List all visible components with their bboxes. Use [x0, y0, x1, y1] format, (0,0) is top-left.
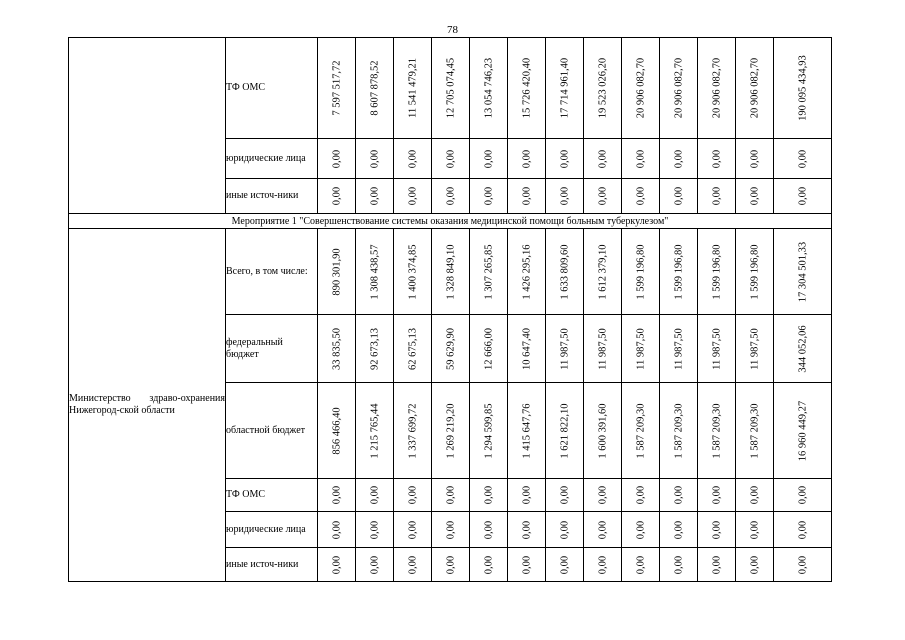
year-value-cell — [432, 179, 470, 214]
year-value-cell — [622, 38, 660, 139]
funding-source-cell: юридические лица — [226, 512, 318, 548]
year-value-cell — [508, 512, 546, 548]
year-value-cell — [736, 179, 774, 214]
year-value-cell — [470, 512, 508, 548]
total-value-cell — [774, 548, 832, 582]
value-text: 1 633 809,60 — [559, 243, 570, 300]
value-text: 1 621 822,10 — [559, 402, 570, 459]
year-value-cell — [546, 512, 584, 548]
budget-table — [68, 37, 832, 582]
total-value-cell — [774, 38, 832, 139]
value-text: 11 987,50 — [559, 327, 570, 370]
year-value-cell — [736, 548, 774, 582]
value-text: 11 987,50 — [711, 327, 722, 370]
value-text: 12 666,00 — [483, 327, 494, 370]
value-text: 1 599 196,80 — [711, 243, 722, 300]
year-value-cell — [660, 383, 698, 479]
value-text: 0,00 — [711, 149, 722, 168]
value-text: 0,00 — [749, 555, 760, 574]
year-value-cell — [432, 512, 470, 548]
total-text: 190 095 434,93 — [797, 55, 808, 121]
year-value-cell — [736, 315, 774, 383]
value-text: 59 629,90 — [445, 327, 456, 370]
year-value-cell — [698, 139, 736, 179]
year-value-cell — [470, 548, 508, 582]
value-text: 19 523 026,20 — [597, 57, 608, 119]
value-text: 0,00 — [445, 520, 456, 539]
year-value-cell — [584, 315, 622, 383]
executor-cell — [69, 38, 226, 214]
value-text: 0,00 — [559, 186, 570, 206]
value-text: 0,00 — [407, 485, 418, 505]
total-value-cell — [774, 512, 832, 548]
value-text: 0,00 — [483, 555, 494, 574]
value-text: 0,00 — [749, 520, 760, 539]
value-text: 1 328 849,10 — [445, 243, 456, 300]
value-text: 1 612 379,10 — [597, 243, 608, 300]
funding-source-cell: ТФ ОМС — [226, 38, 318, 139]
value-text: 1 599 196,80 — [673, 243, 684, 300]
year-value-cell — [698, 479, 736, 512]
value-text: 1 587 209,30 — [673, 402, 684, 459]
total-value-cell — [774, 383, 832, 479]
value-text: 0,00 — [445, 555, 456, 574]
year-value-cell — [356, 38, 394, 139]
year-value-cell — [584, 512, 622, 548]
value-text: 0,00 — [369, 186, 380, 206]
value-text: 0,00 — [597, 555, 608, 574]
year-value-cell — [584, 548, 622, 582]
value-text: 1 415 647,76 — [521, 402, 532, 459]
value-text: 0,00 — [407, 555, 418, 574]
year-value-cell — [470, 383, 508, 479]
event-header-section — [69, 214, 832, 229]
value-text: 1 599 196,80 — [749, 243, 760, 300]
year-value-cell — [318, 479, 356, 512]
value-text: 8 607 878,52 — [369, 60, 380, 116]
year-value-cell — [698, 38, 736, 139]
year-value-cell — [660, 229, 698, 315]
year-value-cell — [508, 548, 546, 582]
year-value-cell — [432, 383, 470, 479]
value-text: 0,00 — [445, 485, 456, 505]
value-text: 0,00 — [559, 485, 570, 505]
value-text: 0,00 — [749, 485, 760, 505]
total-text: 344 052,06 — [797, 324, 808, 373]
year-value-cell — [698, 229, 736, 315]
year-value-cell — [394, 139, 432, 179]
year-value-cell — [736, 229, 774, 315]
year-value-cell — [394, 383, 432, 479]
executor-cell: Министерство здраво-охранения Нижегород-ской области — [69, 229, 226, 582]
year-value-cell — [698, 548, 736, 582]
year-value-cell — [394, 229, 432, 315]
value-text: 20 906 082,70 — [673, 57, 684, 119]
value-text: 11 987,50 — [635, 327, 646, 370]
year-value-cell — [736, 38, 774, 139]
year-value-cell — [394, 512, 432, 548]
year-value-cell — [432, 229, 470, 315]
total-value-cell — [774, 179, 832, 214]
year-value-cell — [318, 38, 356, 139]
year-value-cell — [318, 179, 356, 214]
value-text: 0,00 — [559, 555, 570, 574]
total-text: 0,00 — [797, 485, 808, 505]
year-value-cell — [394, 315, 432, 383]
year-value-cell — [584, 38, 622, 139]
year-value-cell — [622, 512, 660, 548]
value-text: 11 541 479,21 — [407, 58, 418, 118]
value-text: 20 906 082,70 — [711, 57, 722, 119]
value-text: 0,00 — [483, 149, 494, 168]
year-value-cell — [356, 512, 394, 548]
value-text: 890 301,90 — [331, 247, 342, 296]
value-text: 1 307 265,85 — [483, 243, 494, 300]
value-text: 11 987,50 — [597, 327, 608, 370]
year-value-cell — [356, 479, 394, 512]
value-text: 13 054 746,23 — [483, 57, 494, 119]
value-text: 0,00 — [331, 149, 342, 168]
total-text: 17 304 501,33 — [797, 241, 808, 302]
year-value-cell — [622, 383, 660, 479]
year-value-cell — [508, 479, 546, 512]
value-text: 0,00 — [711, 555, 722, 574]
year-value-cell — [546, 315, 584, 383]
event-title: Мероприятие 1 "Совершенствование системы оказания медицинской помощи больным туберкулезом" — [69, 214, 832, 229]
value-text: 1 337 699,72 — [407, 402, 418, 459]
value-text: 0,00 — [369, 485, 380, 505]
year-value-cell — [356, 548, 394, 582]
value-text: 0,00 — [331, 186, 342, 206]
value-text: 0,00 — [483, 186, 494, 206]
total-text: 0,00 — [797, 149, 808, 168]
value-text: 0,00 — [635, 186, 646, 206]
value-text: 0,00 — [331, 555, 342, 574]
year-value-cell — [698, 179, 736, 214]
value-text: 0,00 — [711, 186, 722, 206]
value-text: 0,00 — [331, 520, 342, 539]
year-value-cell — [318, 548, 356, 582]
total-value-cell — [774, 229, 832, 315]
year-value-cell — [432, 38, 470, 139]
year-value-cell — [394, 479, 432, 512]
year-value-cell — [546, 38, 584, 139]
table-row — [69, 229, 832, 315]
value-text: 0,00 — [673, 186, 684, 206]
year-value-cell — [470, 479, 508, 512]
year-value-cell — [508, 383, 546, 479]
value-text: 7 597 517,72 — [331, 60, 342, 116]
year-value-cell — [318, 139, 356, 179]
value-text: 0,00 — [597, 520, 608, 539]
value-text: 0,00 — [483, 520, 494, 539]
year-value-cell — [470, 315, 508, 383]
value-text: 1 599 196,80 — [635, 243, 646, 300]
year-value-cell — [698, 315, 736, 383]
value-text: 0,00 — [597, 149, 608, 168]
year-value-cell — [356, 315, 394, 383]
year-value-cell — [546, 179, 584, 214]
year-value-cell — [356, 383, 394, 479]
year-value-cell — [508, 179, 546, 214]
total-value-cell — [774, 139, 832, 179]
value-text: 1 269 219,20 — [445, 402, 456, 459]
table-row — [69, 38, 832, 139]
year-value-cell — [470, 38, 508, 139]
total-text: 0,00 — [797, 520, 808, 539]
value-text: 0,00 — [369, 520, 380, 539]
value-text: 0,00 — [521, 149, 532, 168]
year-value-cell — [432, 315, 470, 383]
value-text: 0,00 — [673, 555, 684, 574]
table-section-event — [69, 229, 832, 582]
year-value-cell — [622, 179, 660, 214]
value-text: 0,00 — [673, 520, 684, 539]
value-text: 0,00 — [445, 149, 456, 168]
value-text: 0,00 — [597, 485, 608, 505]
year-value-cell — [394, 548, 432, 582]
year-value-cell — [660, 38, 698, 139]
year-value-cell — [432, 139, 470, 179]
total-text: 0,00 — [797, 186, 808, 206]
value-text: 1 600 391,60 — [597, 402, 608, 459]
value-text: 62 675,13 — [407, 327, 418, 370]
year-value-cell — [736, 512, 774, 548]
year-value-cell — [318, 383, 356, 479]
year-value-cell — [318, 315, 356, 383]
total-value-cell — [774, 479, 832, 512]
funding-source-cell: федеральный бюджет — [226, 315, 318, 383]
year-value-cell — [584, 229, 622, 315]
year-value-cell — [660, 139, 698, 179]
year-value-cell — [698, 383, 736, 479]
year-value-cell — [394, 38, 432, 139]
year-value-cell — [546, 479, 584, 512]
value-text: 0,00 — [597, 186, 608, 206]
year-value-cell — [508, 229, 546, 315]
value-text: 1 426 295,16 — [521, 243, 532, 300]
year-value-cell — [432, 548, 470, 582]
value-text: 0,00 — [331, 485, 342, 505]
value-text: 0,00 — [445, 186, 456, 206]
year-value-cell — [660, 179, 698, 214]
value-text: 15 726 420,40 — [521, 57, 532, 119]
value-text: 856 466,40 — [331, 406, 342, 455]
year-value-cell — [470, 179, 508, 214]
year-value-cell — [660, 512, 698, 548]
year-value-cell — [584, 383, 622, 479]
year-value-cell — [660, 548, 698, 582]
value-text: 0,00 — [407, 149, 418, 168]
year-value-cell — [584, 479, 622, 512]
value-text: 0,00 — [635, 520, 646, 539]
value-text: 1 587 209,30 — [749, 402, 760, 459]
value-text: 0,00 — [407, 186, 418, 206]
year-value-cell — [736, 383, 774, 479]
year-value-cell — [432, 479, 470, 512]
year-value-cell — [318, 512, 356, 548]
total-value-cell — [774, 315, 832, 383]
funding-source-cell: иные источ-ники — [226, 548, 318, 582]
year-value-cell — [622, 139, 660, 179]
value-text: 1 215 765,44 — [369, 402, 380, 459]
year-value-cell — [622, 479, 660, 512]
value-text: 0,00 — [559, 149, 570, 168]
value-text: 33 835,50 — [331, 327, 342, 370]
table-section-top — [69, 38, 832, 214]
value-text: 11 987,50 — [749, 327, 760, 370]
total-text: 0,00 — [797, 555, 808, 574]
year-value-cell — [356, 229, 394, 315]
year-value-cell — [660, 315, 698, 383]
year-value-cell — [356, 179, 394, 214]
value-text: 20 906 082,70 — [749, 57, 760, 119]
year-value-cell — [546, 548, 584, 582]
year-value-cell — [508, 315, 546, 383]
value-text: 0,00 — [711, 520, 722, 539]
year-value-cell — [698, 512, 736, 548]
year-value-cell — [622, 229, 660, 315]
year-value-cell — [470, 229, 508, 315]
value-text: 0,00 — [521, 485, 532, 505]
year-value-cell — [622, 548, 660, 582]
value-text: 0,00 — [521, 186, 532, 206]
year-value-cell — [508, 38, 546, 139]
value-text: 1 400 374,85 — [407, 243, 418, 300]
value-text: 0,00 — [521, 520, 532, 539]
value-text: 1 587 209,30 — [635, 402, 646, 459]
value-text: 12 705 074,45 — [445, 57, 456, 119]
value-text: 0,00 — [559, 520, 570, 539]
funding-source-cell: Всего, в том числе: — [226, 229, 318, 315]
value-text: 0,00 — [711, 485, 722, 505]
funding-source-cell: юридические лица — [226, 139, 318, 179]
year-value-cell — [736, 139, 774, 179]
event-title-row — [69, 214, 832, 229]
year-value-cell — [546, 229, 584, 315]
value-text: 10 647,40 — [521, 327, 532, 370]
funding-source-cell: областной бюджет — [226, 383, 318, 479]
year-value-cell — [584, 139, 622, 179]
value-text: 17 714 961,40 — [559, 57, 570, 119]
year-value-cell — [736, 479, 774, 512]
year-value-cell — [356, 139, 394, 179]
value-text: 0,00 — [749, 149, 760, 168]
value-text: 0,00 — [483, 485, 494, 505]
year-value-cell — [318, 229, 356, 315]
year-value-cell — [394, 179, 432, 214]
value-text: 0,00 — [673, 149, 684, 168]
year-value-cell — [546, 139, 584, 179]
value-text: 0,00 — [407, 520, 418, 539]
year-value-cell — [584, 179, 622, 214]
funding-source-cell: иные источ-ники — [226, 179, 318, 214]
value-text: 0,00 — [673, 485, 684, 505]
value-text: 20 906 082,70 — [635, 57, 646, 119]
year-value-cell — [622, 315, 660, 383]
value-text: 0,00 — [521, 555, 532, 574]
value-text: 0,00 — [635, 149, 646, 168]
value-text: 0,00 — [369, 149, 380, 168]
value-text: 1 294 599,85 — [483, 402, 494, 459]
year-value-cell — [508, 139, 546, 179]
value-text: 0,00 — [635, 485, 646, 505]
value-text: 11 987,50 — [673, 327, 684, 370]
funding-source-cell: ТФ ОМС — [226, 479, 318, 512]
page-number: 78 — [447, 24, 458, 36]
value-text: 0,00 — [749, 186, 760, 206]
value-text: 0,00 — [635, 555, 646, 574]
year-value-cell — [660, 479, 698, 512]
value-text: 92 673,13 — [369, 327, 380, 370]
value-text: 1 587 209,30 — [711, 402, 722, 459]
year-value-cell — [470, 139, 508, 179]
total-text: 16 960 449,27 — [797, 400, 808, 461]
value-text: 1 308 438,57 — [369, 243, 380, 300]
value-text: 0,00 — [369, 555, 380, 574]
year-value-cell — [546, 383, 584, 479]
